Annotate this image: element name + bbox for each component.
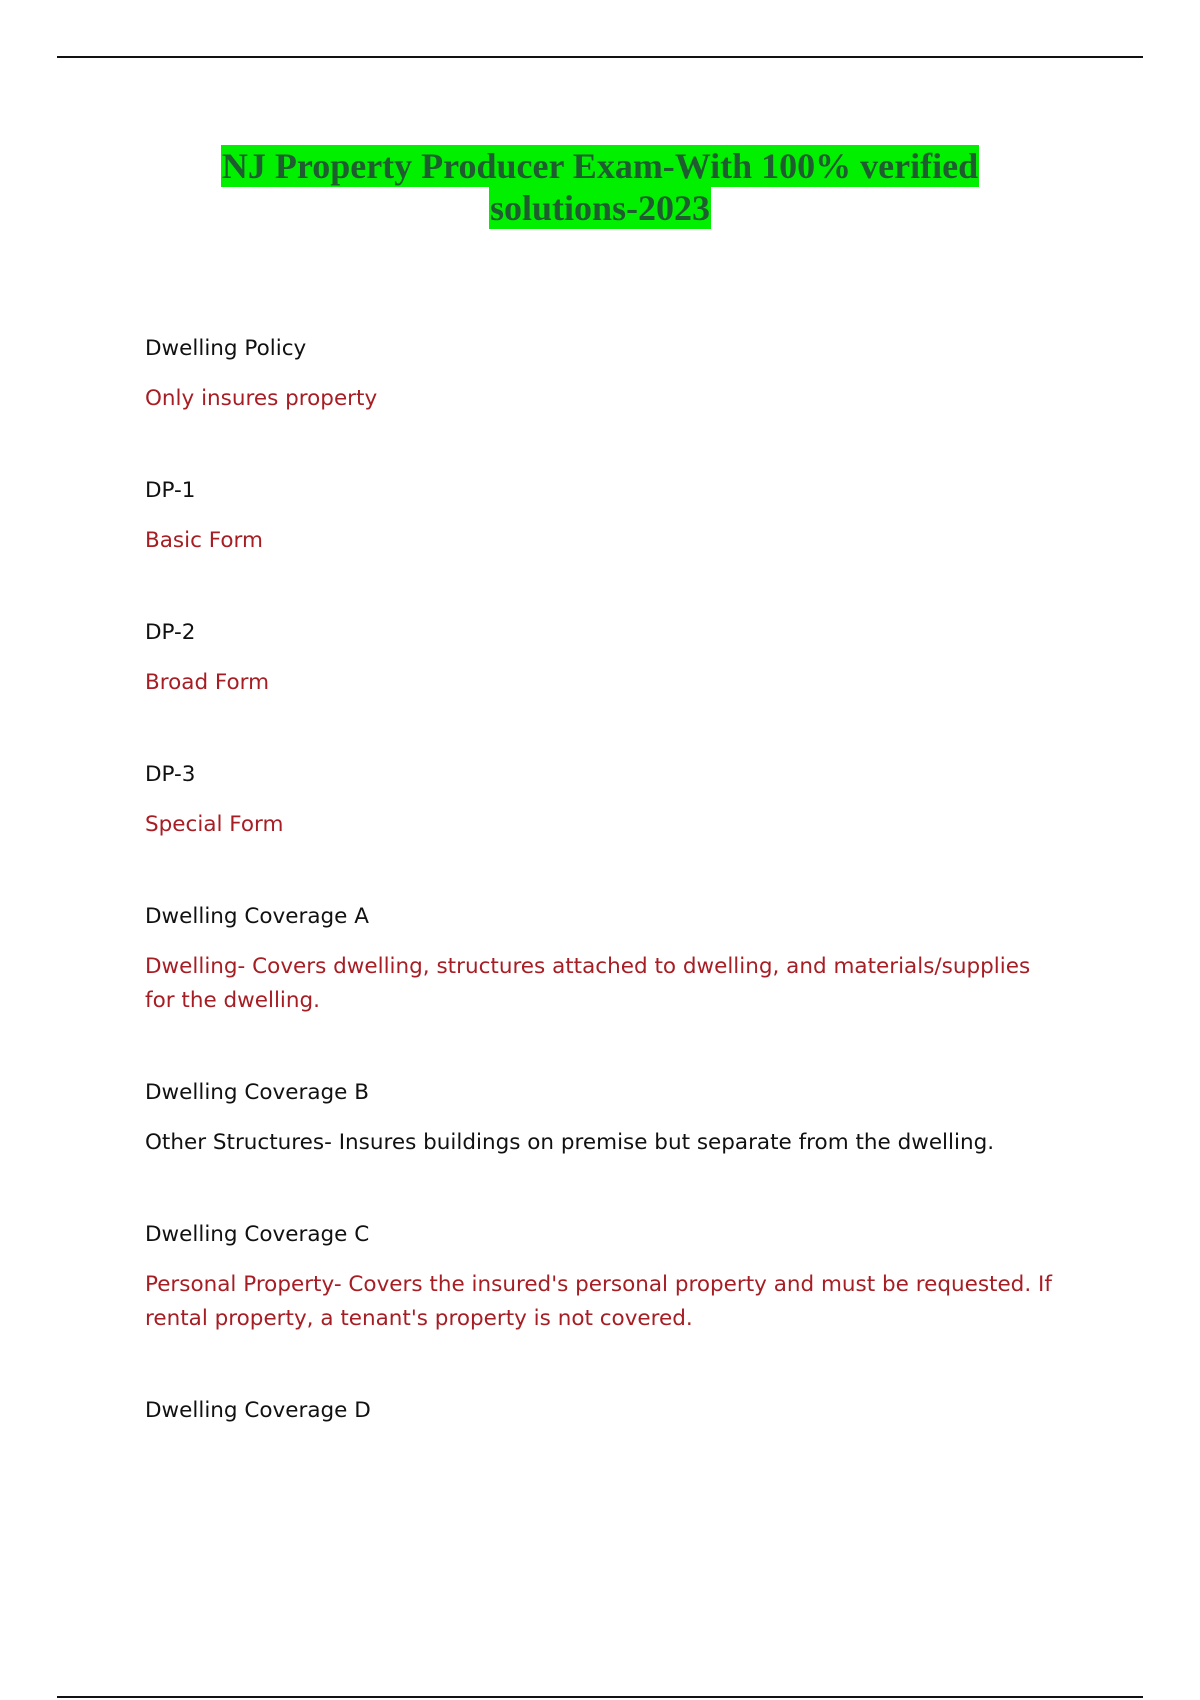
question-text: Dwelling Policy — [145, 336, 307, 361]
question-text: DP-1 — [145, 478, 196, 503]
question-text: Dwelling Coverage A — [145, 904, 369, 929]
qa-item — [145, 1076, 1065, 1160]
title-line-1: NJ Property Producer Exam-With 100% verified — [221, 146, 979, 186]
title-line-2: solutions-2023 — [489, 188, 711, 228]
answer-text: Broad Form — [145, 670, 270, 695]
qa-item — [145, 900, 1065, 1018]
qa-item — [145, 332, 1065, 416]
answer-text: Personal Property- Covers the insured's personal property and must be requested. If rental property, a tenant's property is not covered. — [145, 1272, 1052, 1331]
answer-text: Dwelling- Covers dwelling, structures attached to dwelling, and materials/supplies for the dwelling. — [145, 954, 1031, 1013]
qa-list — [145, 332, 1065, 1486]
question-text: DP-2 — [145, 620, 196, 645]
question-text: Dwelling Coverage D — [145, 1398, 371, 1423]
question-text: Dwelling Coverage C — [145, 1222, 370, 1247]
answer-text: Only insures property — [145, 386, 378, 411]
question-text: Dwelling Coverage B — [145, 1080, 369, 1105]
answer-text: Other Structures- Insures buildings on premise but separate from the dwelling. — [145, 1130, 995, 1155]
qa-item — [145, 1218, 1065, 1336]
answer-text: Special Form — [145, 812, 284, 837]
qa-item — [145, 1394, 1065, 1428]
header-rule — [57, 56, 1143, 58]
qa-item — [145, 616, 1065, 700]
document-title — [0, 145, 1200, 229]
qa-item — [145, 474, 1065, 558]
footer-rule — [57, 1696, 1143, 1698]
question-text: DP-3 — [145, 762, 196, 787]
qa-item — [145, 758, 1065, 842]
answer-text: Basic Form — [145, 528, 263, 553]
